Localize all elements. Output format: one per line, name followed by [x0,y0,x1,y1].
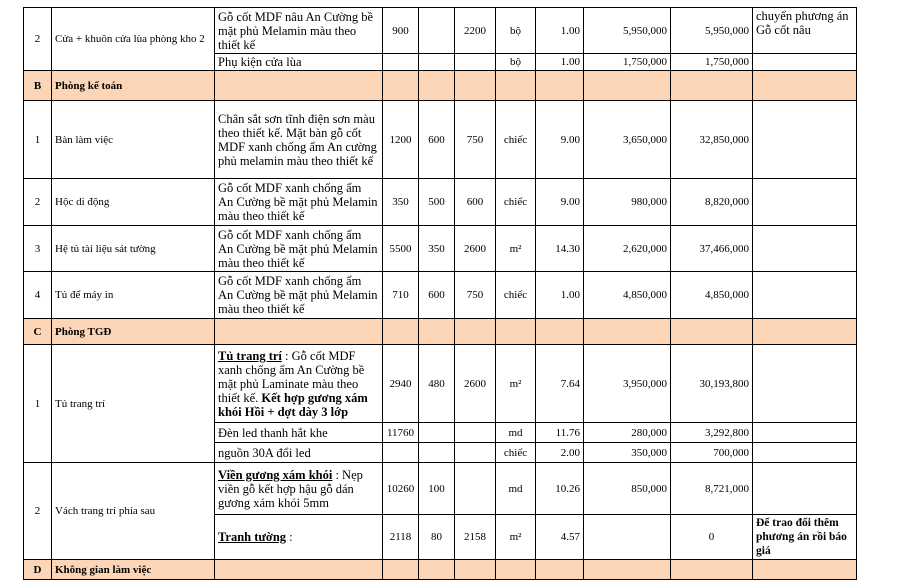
item-description: nguồn 30A đổi led [215,443,383,463]
row-number: 2 [24,179,52,226]
note-cell: chuyển phương án Gỗ cốt nâu [753,8,857,54]
item-description [215,515,383,560]
depth-cell: 500 [419,179,455,226]
unit-price-cell: 350,000 [584,443,671,463]
unit-cell: chiếc [496,443,536,463]
item-description: Gỗ cốt MDF nâu An Cường bề mặt phủ Melamin màu theo thiết kế [215,8,383,54]
item-name: Hệ tủ tài liệu sát tường [52,226,215,272]
unit-price-cell: 2,620,000 [584,226,671,272]
description-text: : [286,530,293,544]
quotation-table [23,7,857,580]
item-name: Tủ để máy in [52,272,215,319]
unit-price-cell: 980,000 [584,179,671,226]
width-cell: 2118 [383,515,419,560]
description-text: : Gỗ cốt MDF xanh chống ẩm An Cường bề mặt phủ Laminate màu theo thiết kế. [218,348,365,405]
row-number: 2 [24,463,52,560]
unit-price-cell: 3,950,000 [584,345,671,423]
quantity-cell: 4.57 [536,515,584,560]
unit-price-cell: 280,000 [584,423,671,443]
item-description: Chân sắt sơn tĩnh điện sơn màu theo thiết kế. Mặt bàn gỗ cốt MDF xanh chống ẩm An cường phủ melamin màu theo thiết kế [215,101,383,179]
depth-cell: 600 [419,101,455,179]
item-name: Cửa + khuôn cửa lùa phòng kho 2 [52,8,215,71]
table-row [24,226,857,272]
total-cell: 30,193,800 [671,345,753,423]
row-number: 1 [24,345,52,463]
quantity-cell: 1.00 [536,8,584,54]
unit-price-cell: 1,750,000 [584,54,671,71]
unit-price-cell: 3,650,000 [584,101,671,179]
width-cell: 11760 [383,423,419,443]
table-row [24,8,857,54]
table-row [24,101,857,179]
width-cell: 10260 [383,463,419,515]
section-title: Phòng TGĐ [52,319,215,345]
unit-cell: chiếc [496,272,536,319]
quantity-cell: 11.76 [536,423,584,443]
unit-cell: m² [496,345,536,423]
depth-cell: 80 [419,515,455,560]
unit-price-cell: 4,850,000 [584,272,671,319]
row-number: 3 [24,226,52,272]
unit-cell: chiếc [496,101,536,179]
unit-cell: m² [496,515,536,560]
depth-cell: 350 [419,226,455,272]
section-code: B [24,71,52,101]
section-title: Phòng kế toán [52,71,215,101]
quantity-cell: 9.00 [536,101,584,179]
item-description: Gỗ cốt MDF xanh chống ẩm An Cường bề mặt phủ Melamin màu theo thiết kế [215,226,383,272]
description-text: : Nẹp viền gỗ kết hợp hậu gỗ dán gương xám khói 5mm [218,467,363,510]
total-cell: 1,750,000 [671,54,753,71]
section-header-row [24,560,857,580]
depth-cell: 600 [419,272,455,319]
item-name: Hộc di động [52,179,215,226]
total-cell: 3,292,800 [671,423,753,443]
description-title: Viền gương xám khói [218,467,333,482]
unit-price-cell: 850,000 [584,463,671,515]
item-name: Tủ trang trí [52,345,215,463]
total-cell: 700,000 [671,443,753,463]
section-header-row [24,71,857,101]
depth-cell [419,8,455,54]
quantity-cell: 2.00 [536,443,584,463]
width-cell: 710 [383,272,419,319]
quantity-cell: 1.00 [536,272,584,319]
item-description: Phụ kiện cửa lùa [215,54,383,71]
row-number: 4 [24,272,52,319]
quantity-cell: 10.26 [536,463,584,515]
table-row [24,463,857,515]
quantity-cell: 1.00 [536,54,584,71]
total-cell: 8,820,000 [671,179,753,226]
row-number: 1 [24,101,52,179]
height-cell: 2600 [455,226,496,272]
unit-cell: chiếc [496,179,536,226]
width-cell: 1200 [383,101,419,179]
description-bold: Kết hợp gương xám khói Hồi + dợt dày 3 lớp [218,390,368,419]
item-description: Gỗ cốt MDF xanh chống ẩm An Cường bề mặt phủ Melamin màu theo thiết kế [215,272,383,319]
quantity-cell: 9.00 [536,179,584,226]
unit-price-cell: 5,950,000 [584,8,671,54]
item-description: Đèn led thanh hắt khe [215,423,383,443]
total-cell: 0 [671,515,753,560]
item-name: Bàn làm việc [52,101,215,179]
height-cell: 750 [455,101,496,179]
row-number: 2 [24,8,52,71]
total-cell: 4,850,000 [671,272,753,319]
section-code: C [24,319,52,345]
total-cell: 37,466,000 [671,226,753,272]
note-cell: Để trao đổi thêm phương án rồi báo giá [753,515,857,560]
unit-cell: bộ [496,54,536,71]
height-cell: 750 [455,272,496,319]
section-header-row [24,319,857,345]
width-cell: 350 [383,179,419,226]
width-cell: 2940 [383,345,419,423]
description-title: Tủ trang trí [218,348,282,363]
unit-cell: m² [496,226,536,272]
table-row [24,345,857,423]
width-cell: 5500 [383,226,419,272]
unit-price-cell [584,515,671,560]
unit-cell: md [496,463,536,515]
unit-cell: md [496,423,536,443]
width-cell: 900 [383,8,419,54]
depth-cell: 100 [419,463,455,515]
section-code: D [24,560,52,580]
total-cell: 8,721,000 [671,463,753,515]
item-name: Vách trang trí phía sau [52,463,215,560]
item-description [215,345,383,423]
table-row [24,179,857,226]
depth-cell: 480 [419,345,455,423]
total-cell: 5,950,000 [671,8,753,54]
height-cell: 2158 [455,515,496,560]
unit-cell: bộ [496,8,536,54]
height-cell [455,463,496,515]
height-cell: 2600 [455,345,496,423]
item-description: Gỗ cốt MDF xanh chống ẩm An Cường bề mặt phủ Melamin màu theo thiết kế [215,179,383,226]
quantity-cell: 7.64 [536,345,584,423]
section-title: Không gian làm việc [52,560,215,580]
quantity-cell: 14.30 [536,226,584,272]
table-row [24,272,857,319]
height-cell: 600 [455,179,496,226]
total-cell: 32,850,000 [671,101,753,179]
item-description [215,463,383,515]
description-title: Tranh tường [218,530,287,544]
height-cell: 2200 [455,8,496,54]
